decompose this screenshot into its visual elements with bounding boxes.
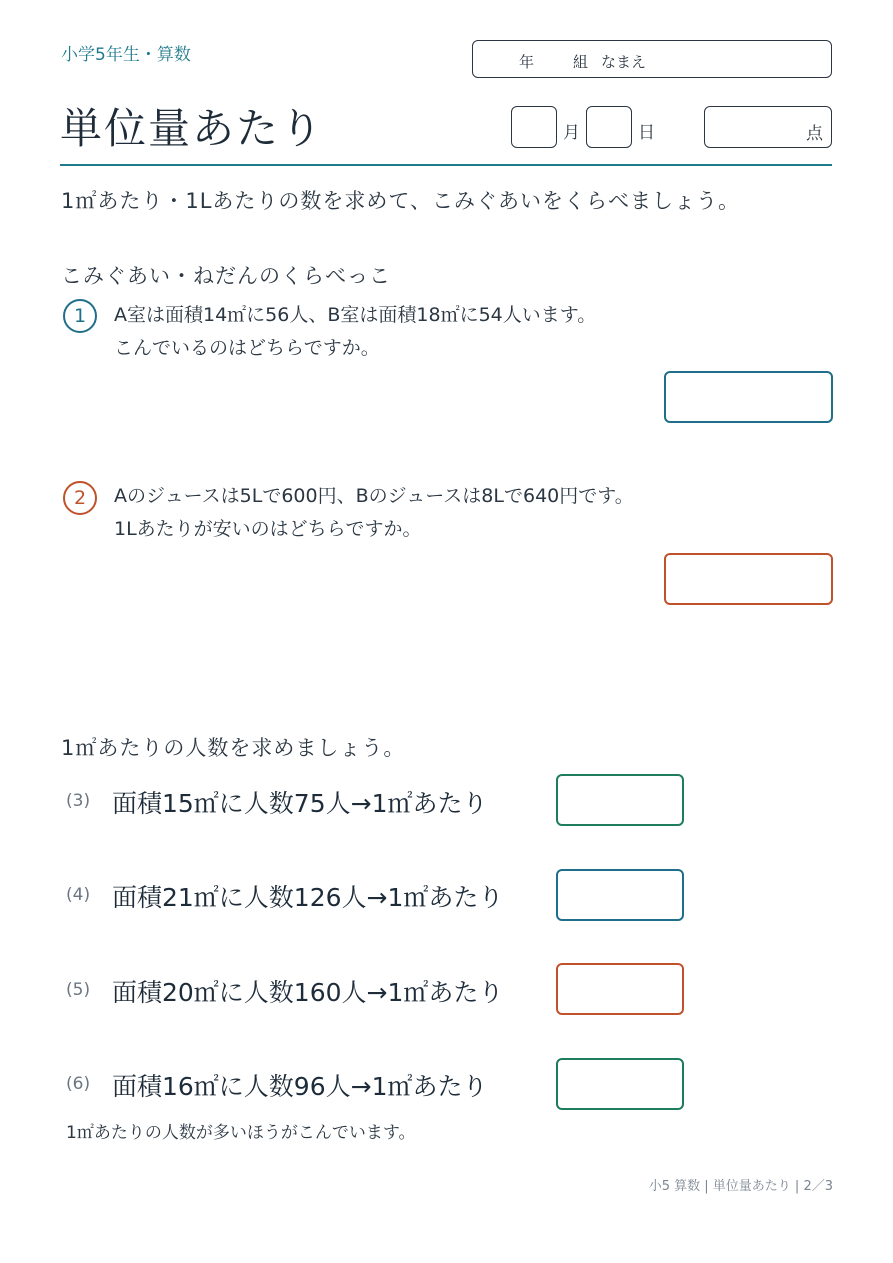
problem-6-text: 面積16㎡に人数96人→1㎡あたり — [112, 1072, 488, 1101]
page-title: 単位量あたり — [60, 104, 325, 153]
section2-heading: 1㎡あたりの人数を求めましょう。 — [61, 736, 406, 760]
answer-box-4[interactable] — [556, 869, 684, 921]
month-label: 月 — [563, 123, 580, 143]
problem-number: (3) — [66, 791, 91, 811]
question-2-line1: Aのジュースは5Lで600円、Bのジュースは8Lで640円です。 — [114, 485, 634, 507]
name-label: なまえ — [601, 53, 647, 71]
score-field[interactable] — [704, 106, 832, 148]
header-divider — [60, 164, 832, 166]
score-label: 点 — [806, 124, 823, 144]
answer-box-6[interactable] — [556, 1058, 684, 1110]
problem-5-text: 面積20㎡に人数160人→1㎡あたり — [112, 978, 504, 1007]
day-field[interactable] — [586, 106, 632, 148]
name-field[interactable] — [472, 40, 832, 78]
page-footer: 小5 算数 | 単位量あたり | 2／3 — [648, 1179, 833, 1194]
problem-number: (6) — [66, 1074, 91, 1094]
answer-box-3[interactable] — [556, 774, 684, 826]
problem-3-text: 面積15㎡に人数75人→1㎡あたり — [112, 789, 488, 818]
problem-4-text: 面積21㎡に人数126人→1㎡あたり — [112, 883, 504, 912]
year-label: 年 — [519, 53, 535, 71]
class-label: 組 — [573, 53, 589, 71]
question-number-badge: 1 — [63, 299, 97, 333]
hint-note: 1㎡あたりの人数が多いほうがこんでいます。 — [66, 1123, 416, 1143]
day-label: 日 — [638, 123, 655, 143]
problem-number: (4) — [66, 885, 91, 905]
question-number-badge: 2 — [63, 481, 97, 515]
question-1-line2: こんでいるのはどちらですか。 — [114, 337, 380, 359]
question-1-line1: A室は面積14㎡に56人、B室は面積18㎡に54人います。 — [114, 304, 597, 326]
answer-box-5[interactable] — [556, 963, 684, 1015]
grade-subject-label: 小学5年生・算数 — [61, 45, 191, 65]
answer-box-2[interactable] — [664, 553, 833, 605]
question-2-line2: 1Lあたりが安いのはどちらですか。 — [114, 518, 422, 540]
lead-instruction: 1㎡あたり・1Lあたりの数を求めて、こみぐあいをくらべましょう。 — [61, 189, 740, 213]
answer-box-1[interactable] — [664, 371, 833, 423]
section1-heading: こみぐあい・ねだんのくらべっこ — [61, 264, 391, 288]
problem-number: (5) — [66, 980, 91, 1000]
month-field[interactable] — [511, 106, 557, 148]
